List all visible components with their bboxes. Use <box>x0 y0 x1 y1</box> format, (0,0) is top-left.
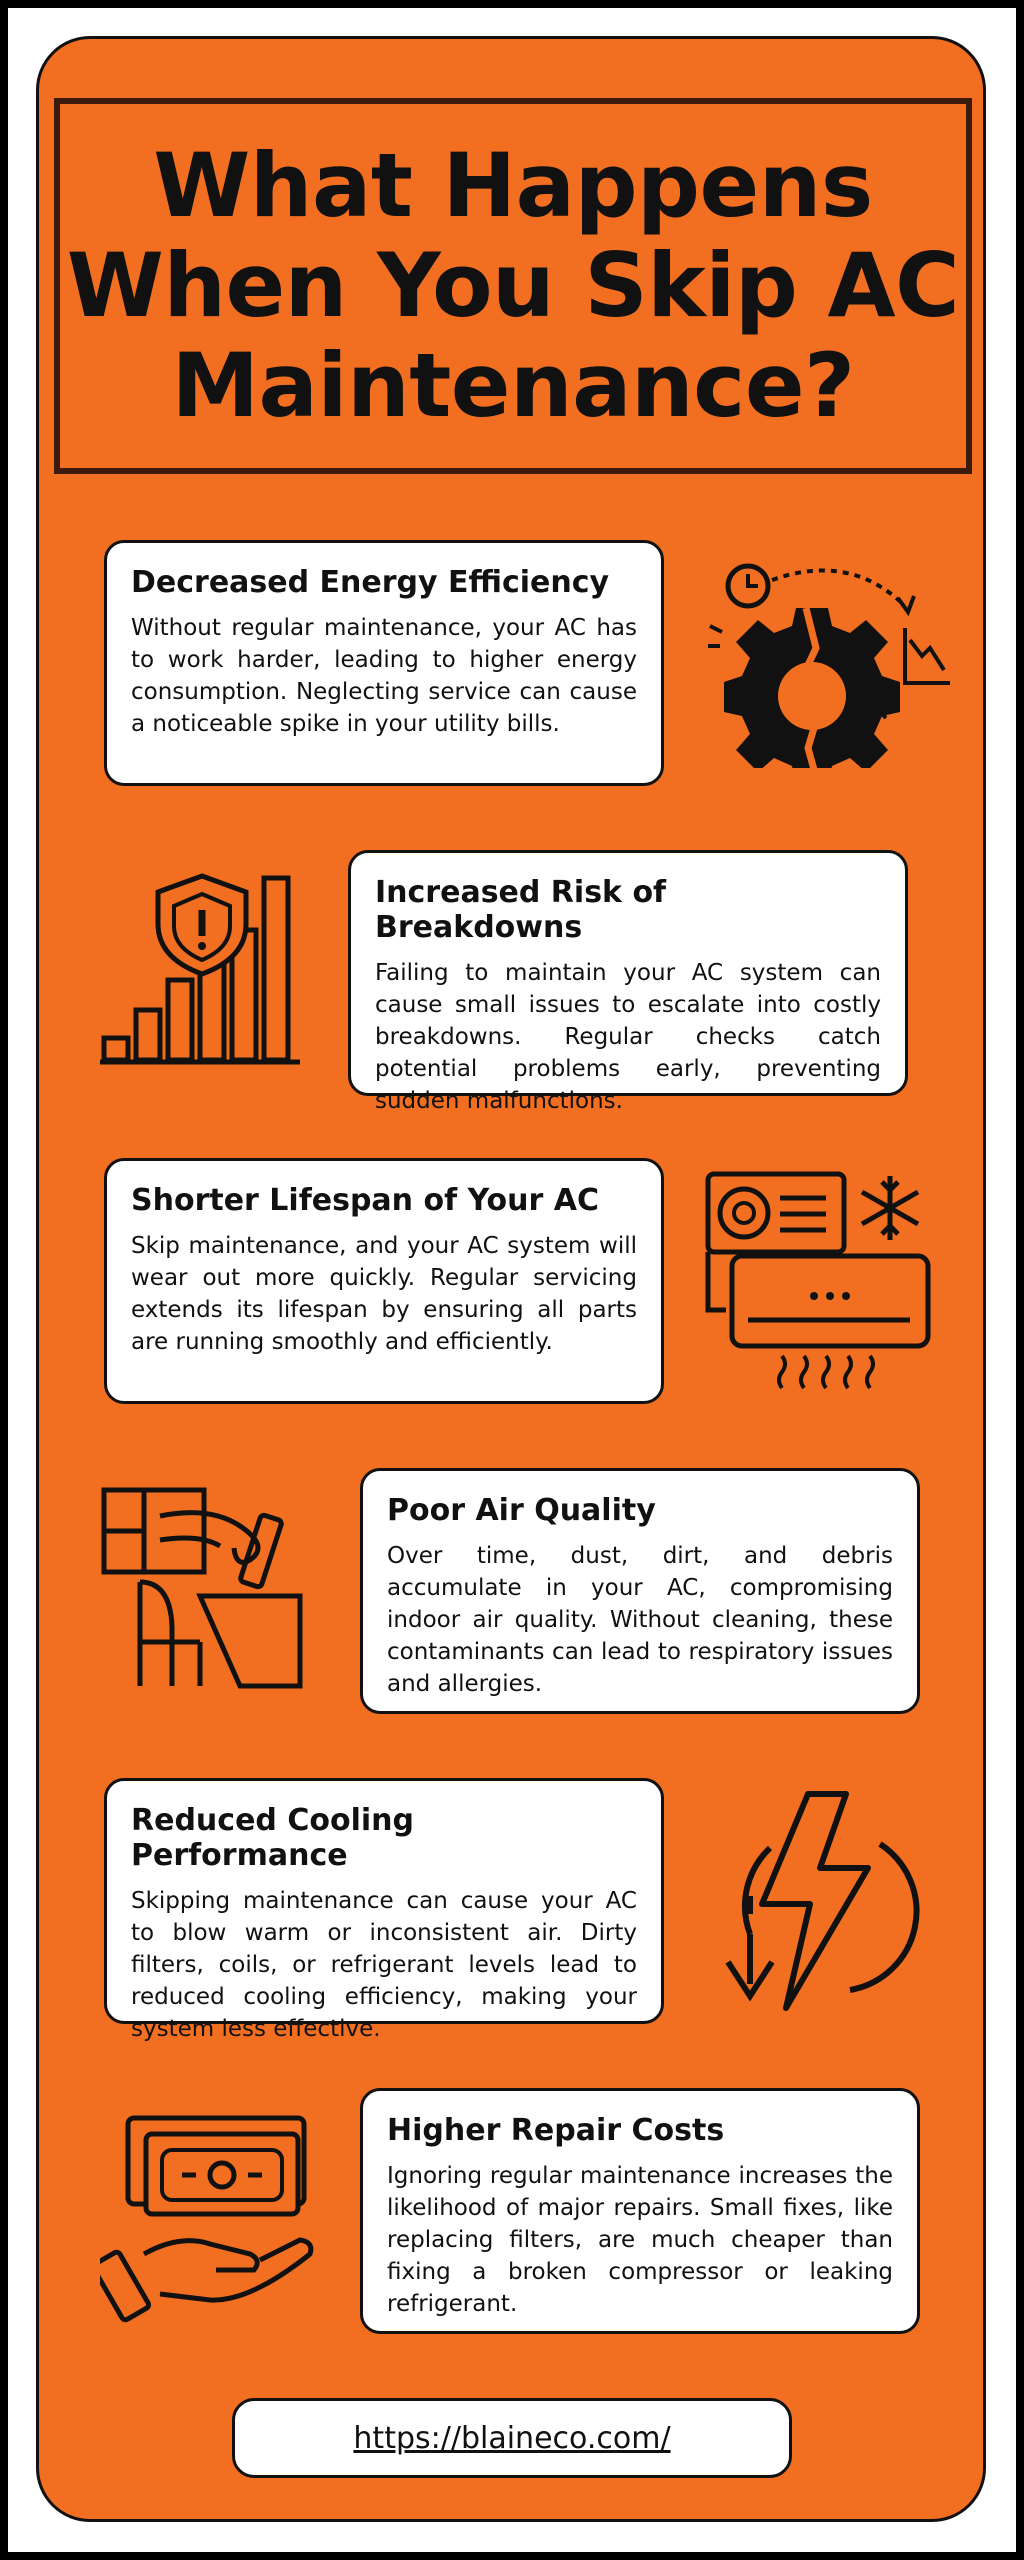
section-body: Without regular maintenance, your AC has to work harder, leading to higher energy consumption. Neglecting service can cause a noticeable spike in your utility bills. <box>131 615 637 737</box>
section-body: Skip maintenance, and your AC system will wear out more quickly. Regular servicing extends its lifespan by ensuring all parts are running smoothly and efficiently. <box>131 1233 637 1355</box>
section-breakdown-risk <box>348 850 908 1114</box>
section-air-quality <box>360 1468 920 1714</box>
section-heading: Higher Repair Costs <box>387 2113 725 2148</box>
section-heading: Shorter Lifespan of Your AC <box>131 1183 599 1218</box>
money-hand-icon <box>100 2104 320 2324</box>
section-body: Ignoring regular maintenance increases the likelihood of major repairs. Small fixes, like replacing filters, are much cheaper than fixing a broken compressor or leaking refrigerant. <box>387 2163 893 2317</box>
footer-url-link[interactable]: https://blaineco.com/ <box>353 2420 671 2456</box>
section-heading: Poor Air Quality <box>387 1493 656 1528</box>
air-quality-room-icon <box>100 1486 320 1696</box>
risk-shield-chart-icon <box>100 870 310 1070</box>
broken-gear-icon <box>700 558 960 768</box>
section-shorter-lifespan <box>104 1158 664 1404</box>
section-heading: Increased Risk of Breakdowns <box>375 875 667 945</box>
page-title: What Happens When You Skip AC Maintenance? <box>66 134 960 437</box>
section-energy-efficiency <box>104 540 664 786</box>
section-repair-costs <box>360 2088 920 2334</box>
footer-url-box <box>232 2398 792 2478</box>
section-heading: Reduced Cooling Performance <box>131 1803 414 1873</box>
air-conditioner-icon <box>704 1170 934 1390</box>
section-body: Skipping maintenance can cause your AC to blow warm or inconsistent air. Dirty filters, coils, or refrigerant levels lead to reduced cooling efficiency, making your system less effective. <box>131 1888 637 2042</box>
title-box <box>54 98 972 474</box>
section-body: Failing to maintain your AC system can cause small issues to escalate into costly breakdowns. Regular checks catch potential problems early, preventing sudden malfunctions. <box>375 960 881 1114</box>
section-cooling-performance <box>104 1778 664 2042</box>
power-decrease-icon <box>720 1784 920 2014</box>
section-body: Over time, dust, dirt, and debris accumulate in your AC, compromising indoor air quality. Without cleaning, these contaminants can lead to respiratory issues and allergies. <box>387 1543 893 1697</box>
section-heading: Decreased Energy Efficiency <box>131 565 610 600</box>
